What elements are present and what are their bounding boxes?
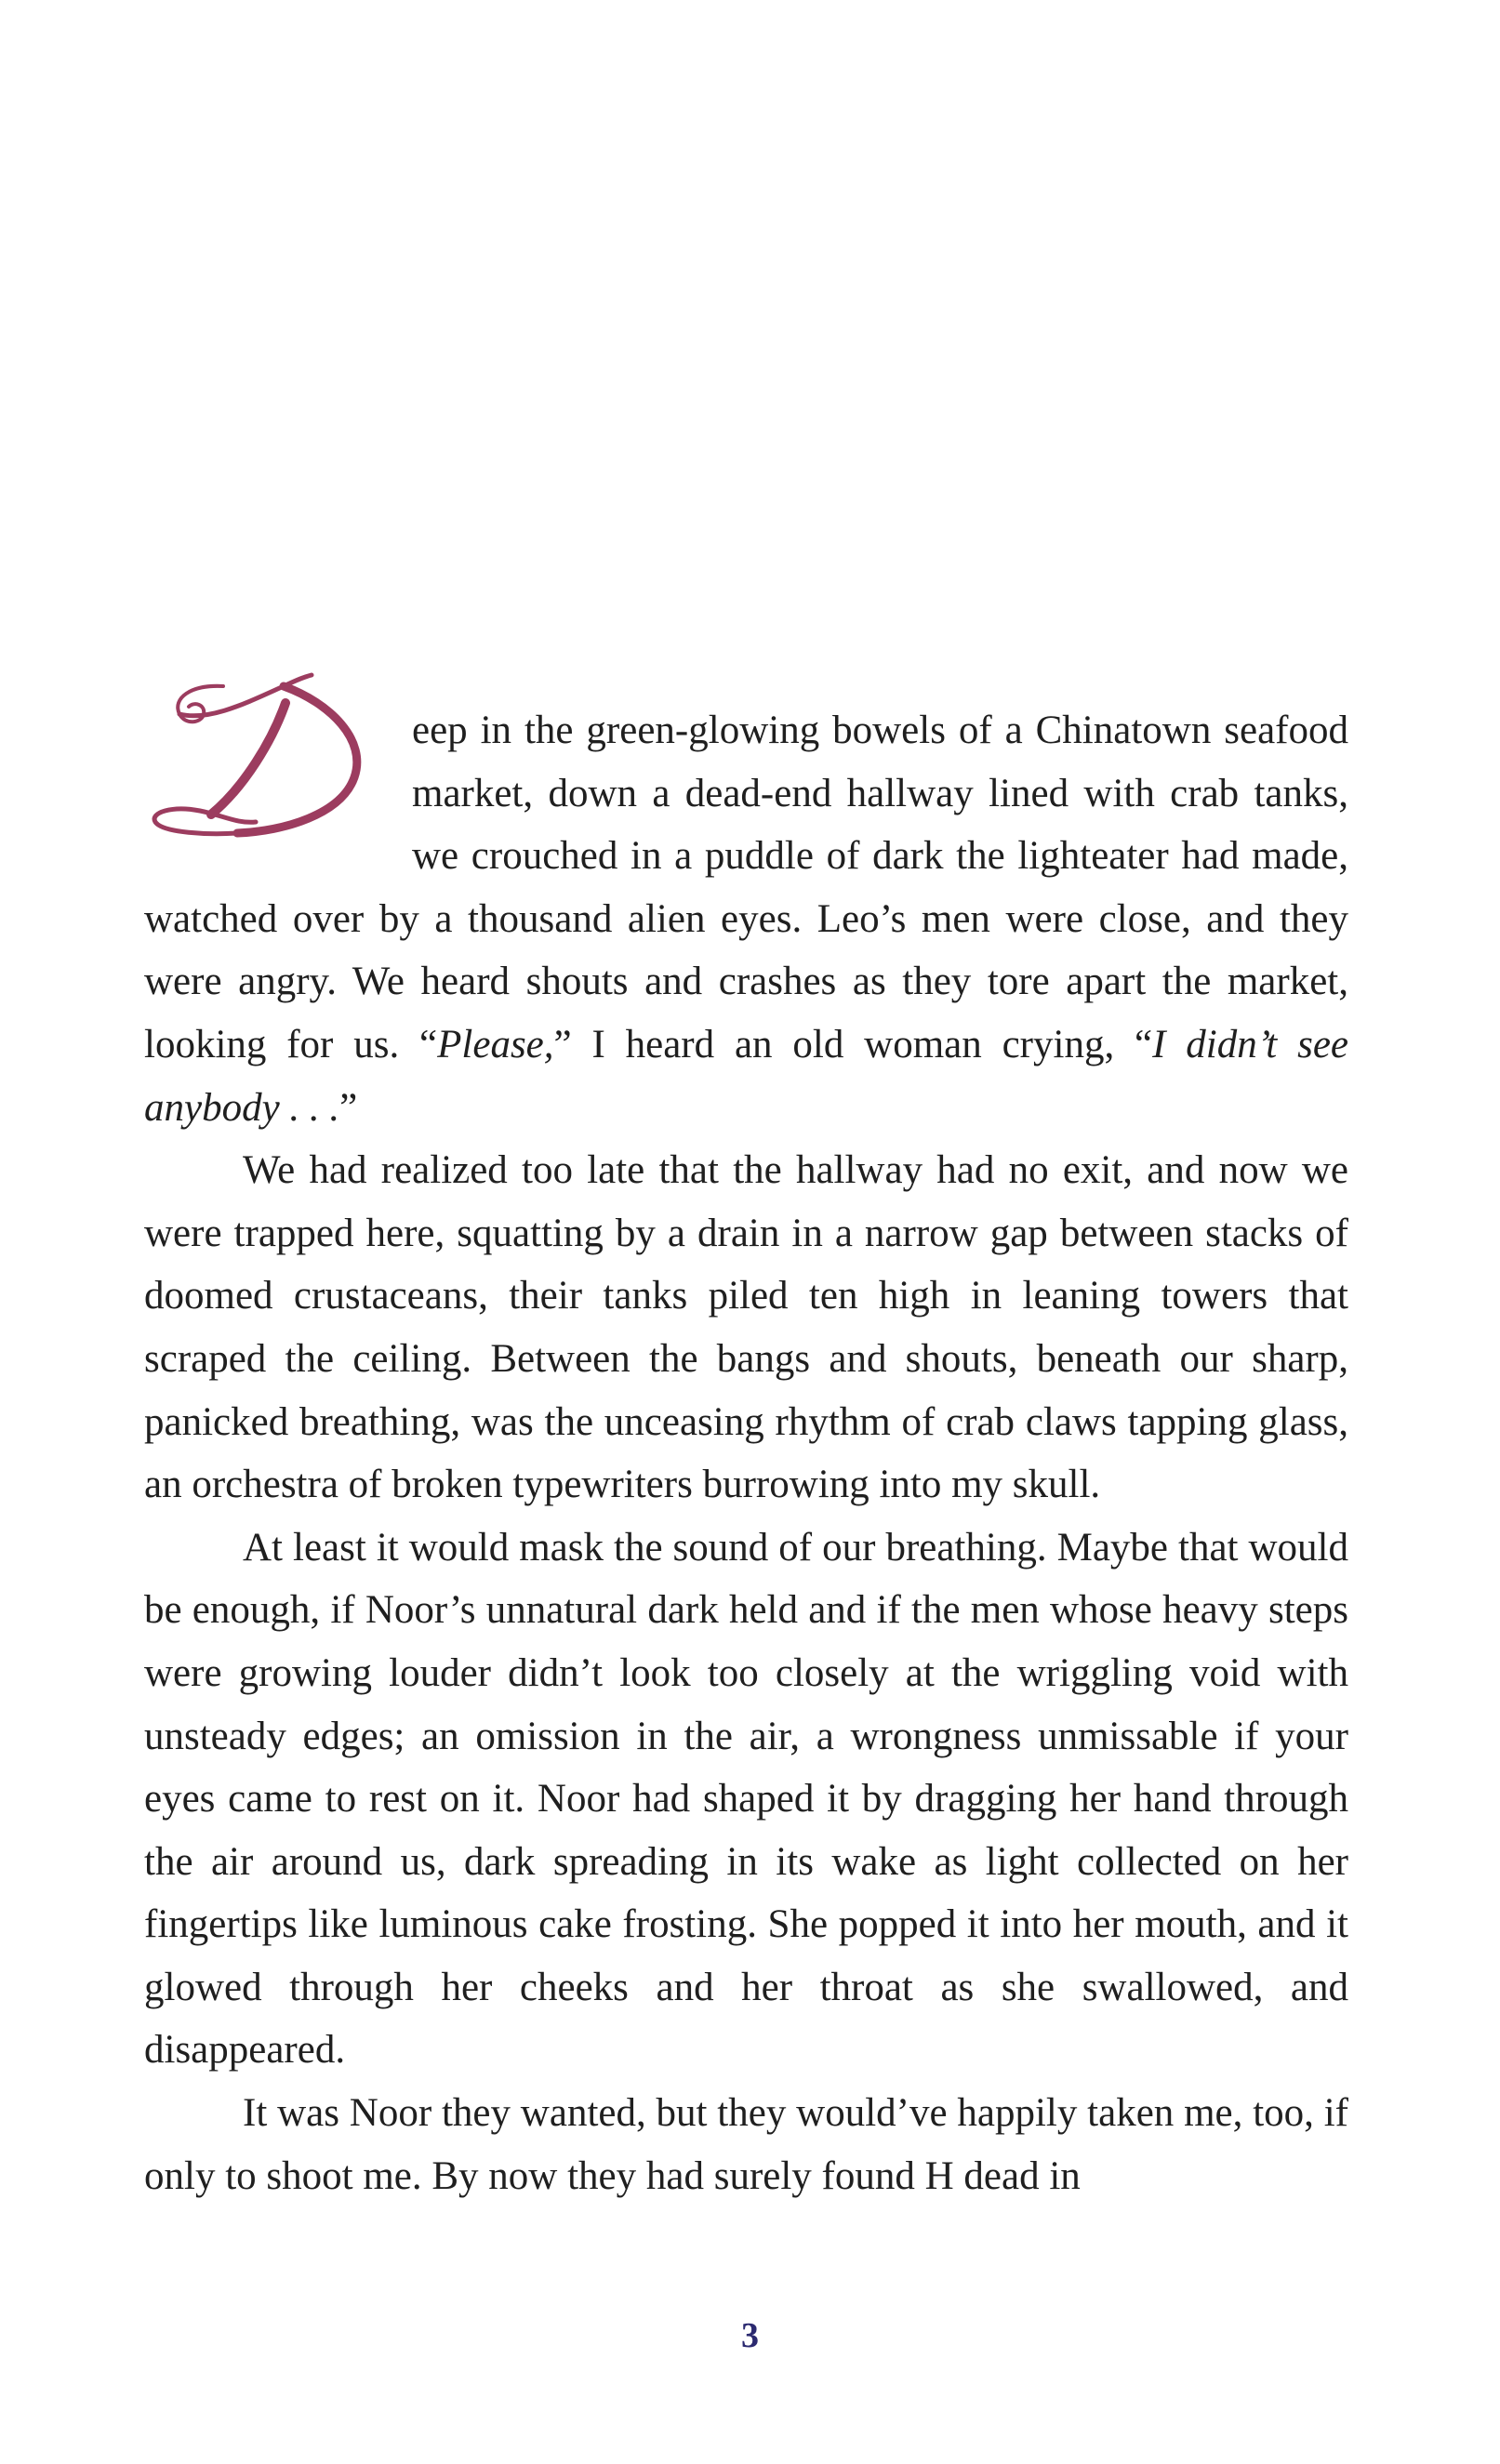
chapter-text xyxy=(144,699,1348,2207)
paragraph-1-mid: ” I heard an old woman crying, “ xyxy=(553,1022,1153,1066)
paragraph-1-quote-two: I didn’t see anybody . . . xyxy=(144,1022,1349,1130)
page-number: 3 xyxy=(741,2316,759,2355)
paragraph-1-lead: eep in the green-glowing bowels of a Chinatown seafood market, down a dead-end hallway lined with crab tanks, we crouched in a puddle of dark the lighteater had made, watched over by a thousand alien eyes. Leo’s men were close, and they were angry. We heard shouts and crashes as they tore apart the market, looking for us. “ xyxy=(144,709,1348,1066)
drop-cap-d-graphic xyxy=(135,666,405,852)
paragraph-1-tail: ” xyxy=(339,1085,358,1130)
paragraph-1-quote-one: Please, xyxy=(437,1022,554,1066)
paragraph-2: We had realized too late that the hallway had no exit, and now we were trapped here, squatting by a drain in a narrow gap between stacks of doomed crustaceans, their tanks piled ten high in leaning towers that scraped the ceiling. Between the bangs and shouts, beneath our sharp, panicked breathing, was the unceasing rhythm of crab claws tapping glass, an orchestra of broken typewriters burrowing into my skull. xyxy=(144,1148,1348,1507)
paragraph-4: It was Noor they wanted, but they would’ve happily taken me, too, if only to shoot me. By now they had surely found H dead in xyxy=(144,2091,1348,2198)
paragraph-3: At least it would mask the sound of our breathing. Maybe that would be enough, if Noor’s unnatural dark held and if the men whose heavy steps were growing louder didn’t look too closely at the wriggling void with unsteady edges; an omission in the air, a wrongness unmissable if your eyes came to rest on it. Noor had shaped it by dragging her hand through the air around us, dark spreading in its wake as light collected on her fingertips like luminous cake frosting. She popped it into her mouth, and it glowed through her cheeks and her throat as she swallowed, and disappeared. xyxy=(144,1525,1348,2073)
drop-cap-d xyxy=(135,666,405,852)
